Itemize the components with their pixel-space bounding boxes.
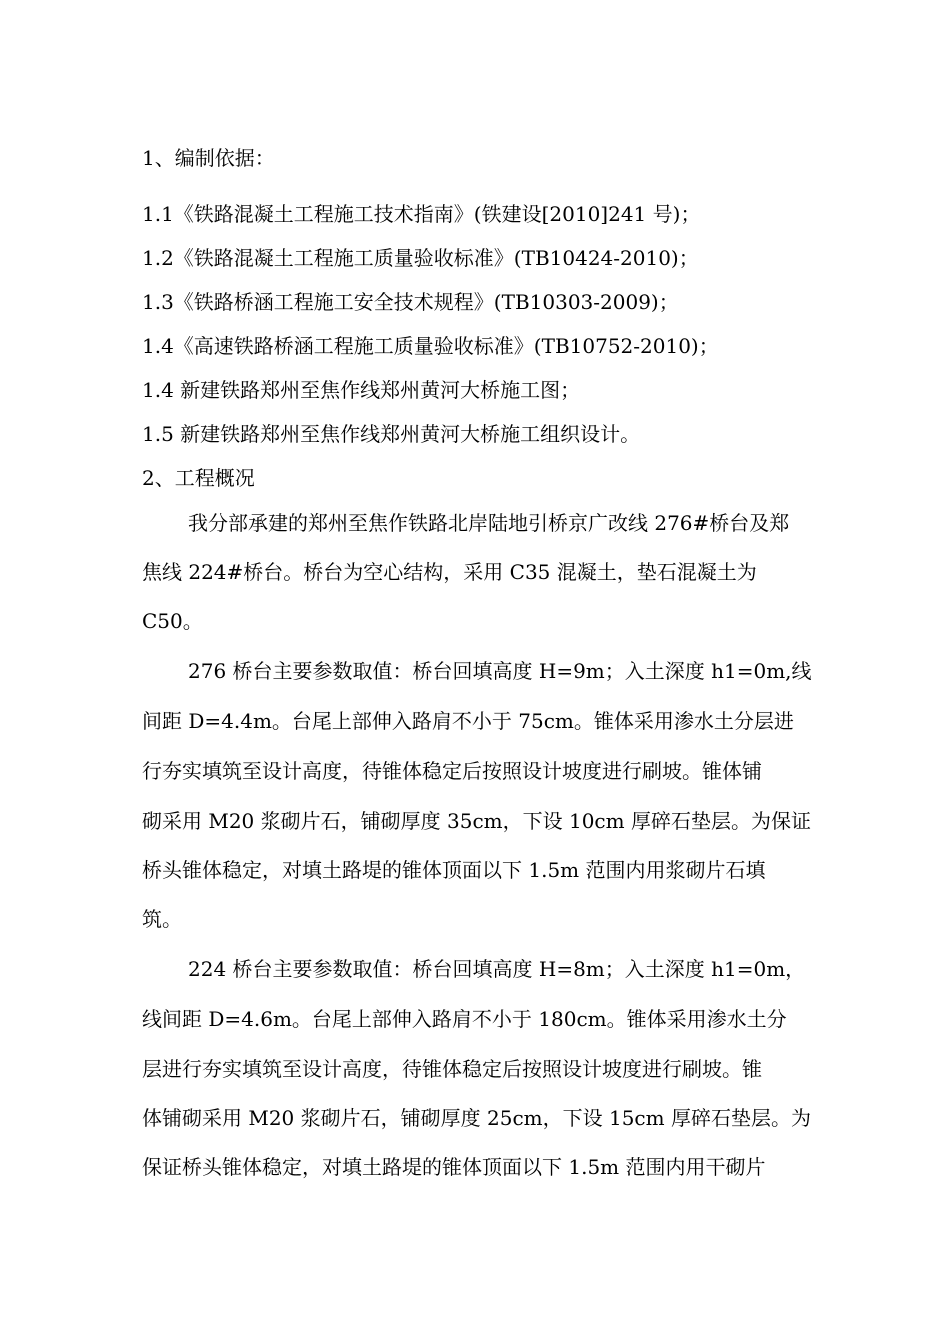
abutment-276-paragraph-line: 筑。 — [142, 907, 182, 931]
abutment-276-paragraph-line: 间距 D=4.4m。台尾上部伸入路肩不小于 75cm。锥体采用渗水土分层进 — [142, 709, 794, 733]
reference-item: 1.4《高速铁路桥涵工程施工质量验收标准》(TB10752-2010)； — [142, 334, 719, 358]
overview-paragraph-line: C50。 — [142, 609, 203, 633]
reference-item: 1.3《铁路桥涵工程施工安全技术规程》(TB10303-2009)； — [142, 290, 679, 314]
overview-paragraph-line: 焦线 224#桥台。桥台为空心结构，采用 C35 混凝土，垫石混凝土为 — [142, 560, 757, 584]
abutment-276-paragraph-line: 砌采用 M20 浆砌片石，铺砌厚度 35cm，下设 10cm 厚碎石垫层。为保证 — [142, 809, 811, 833]
abutment-276-paragraph-line: 桥头锥体稳定，对填土路堤的锥体顶面以下 1.5m 范围内用浆砌片石填 — [142, 858, 766, 882]
abutment-276-paragraph-line: 276 桥台主要参数取值：桥台回填高度 H=9m；入土深度 h1=0m,线 — [188, 659, 812, 683]
reference-item: 1.4 新建铁路郑州至焦作线郑州黄河大桥施工图； — [142, 378, 581, 402]
abutment-224-paragraph-line: 保证桥头锥体稳定，对填土路堤的锥体顶面以下 1.5m 范围内用干砌片 — [142, 1155, 766, 1179]
section-1-heading: 1、编制依据： — [142, 146, 275, 170]
section-2-heading: 2、工程概况 — [142, 466, 255, 490]
abutment-224-paragraph-line: 层进行夯实填筑至设计高度，待锥体稳定后按照设计坡度进行刷坡。锥 — [142, 1057, 762, 1081]
reference-item: 1.1《铁路混凝土工程施工技术指南》(铁建设[2010]241 号)； — [142, 202, 701, 226]
abutment-224-paragraph-line: 线间距 D=4.6m。台尾上部伸入路肩不小于 180cm。锥体采用渗水土分 — [142, 1007, 787, 1031]
overview-paragraph-line: 我分部承建的郑州至焦作铁路北岸陆地引桥京广改线 276#桥台及郑 — [188, 511, 790, 535]
reference-item: 1.5 新建铁路郑州至焦作线郑州黄河大桥施工组织设计。 — [142, 422, 641, 446]
abutment-276-paragraph-line: 行夯实填筑至设计高度，待锥体稳定后按照设计坡度进行刷坡。锥体铺 — [142, 759, 762, 783]
abutment-224-paragraph-line: 体铺砌采用 M20 浆砌片石，铺砌厚度 25cm，下设 15cm 厚碎石垫层。为 — [142, 1106, 811, 1130]
reference-item: 1.2《铁路混凝土工程施工质量验收标准》(TB10424-2010)； — [142, 246, 699, 270]
abutment-224-paragraph-line: 224 桥台主要参数取值：桥台回填高度 H=8m；入土深度 h1=0m， — [188, 957, 806, 981]
